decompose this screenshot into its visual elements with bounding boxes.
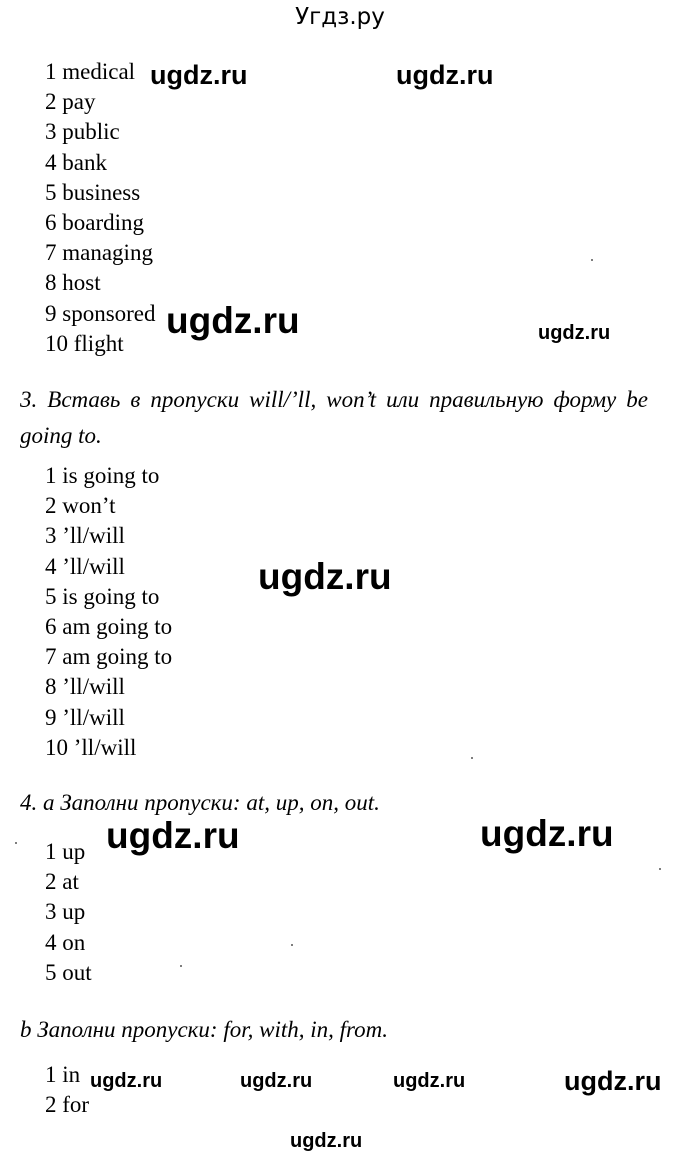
list-item: 5 business (45, 179, 141, 205)
list-item: 2 for (45, 1092, 90, 1118)
site-header: Угдз.ру (295, 4, 385, 30)
watermark: ugdz.ru (290, 1130, 363, 1152)
section4a-task-heading: 4. a Заполни пропуски: at, up, on, out. (20, 790, 380, 815)
section3-task-heading: 3. Вставь в пропуски will/’ll, won’t или правильную форму be going to. (20, 387, 648, 448)
watermark: ugdz.ru (240, 1070, 313, 1092)
watermark: ugdz.ru (258, 556, 392, 597)
list-item: 3 ’ll/will (45, 523, 125, 549)
scan-speck (291, 944, 293, 946)
list-item: 9 sponsored (45, 300, 156, 326)
scan-speck (471, 757, 473, 759)
list-item: 9 ’ll/will (45, 704, 125, 730)
list-item: 10 flight (45, 330, 124, 356)
watermark: ugdz.ru (106, 815, 240, 856)
list-item: 7 am going to (45, 644, 173, 670)
section4a-answer-list (45, 837, 92, 988)
list-item: 4 ’ll/will (45, 553, 125, 579)
section3-answer-list (45, 461, 172, 763)
list-item: 5 is going to (45, 583, 160, 609)
list-item: 6 boarding (45, 209, 145, 235)
section2-answer-list (45, 57, 156, 359)
list-item: 10 ’ll/will (45, 734, 137, 760)
list-item: 2 at (45, 869, 79, 895)
list-item: 1 in (45, 1062, 81, 1087)
list-item: 8 ’ll/will (45, 674, 125, 700)
list-item: 6 am going to (45, 613, 173, 639)
section4b-answer-list (45, 1060, 89, 1120)
watermark: ugdz.ru (166, 300, 300, 341)
watermark: ugdz.ru (564, 1066, 662, 1096)
list-item: 5 out (45, 959, 92, 985)
watermark: ugdz.ru (393, 1070, 466, 1092)
watermark: ugdz.ru (480, 813, 614, 854)
list-item: 2 pay (45, 89, 96, 115)
list-item: 4 on (45, 929, 86, 955)
scan-speck (180, 965, 182, 967)
list-item: 3 public (45, 119, 120, 145)
watermark: ugdz.ru (396, 60, 494, 90)
scan-speck (15, 842, 17, 844)
watermark: ugdz.ru (538, 322, 611, 344)
scan-speck (659, 868, 661, 870)
list-item: 7 managing (45, 240, 153, 266)
watermark: ugdz.ru (90, 1070, 163, 1092)
list-item: 1 up (45, 839, 86, 864)
list-item: 1 is going to (45, 463, 160, 488)
section4b-task-heading: b Заполни пропуски: for, with, in, from. (20, 1017, 388, 1042)
list-item: 8 host (45, 270, 101, 296)
scan-speck (591, 259, 593, 261)
list-item: 3 up (45, 899, 86, 925)
watermark: ugdz.ru (150, 60, 248, 90)
list-item: 1 medical (45, 59, 136, 84)
list-item: 2 won’t (45, 493, 116, 519)
list-item: 4 bank (45, 149, 107, 175)
